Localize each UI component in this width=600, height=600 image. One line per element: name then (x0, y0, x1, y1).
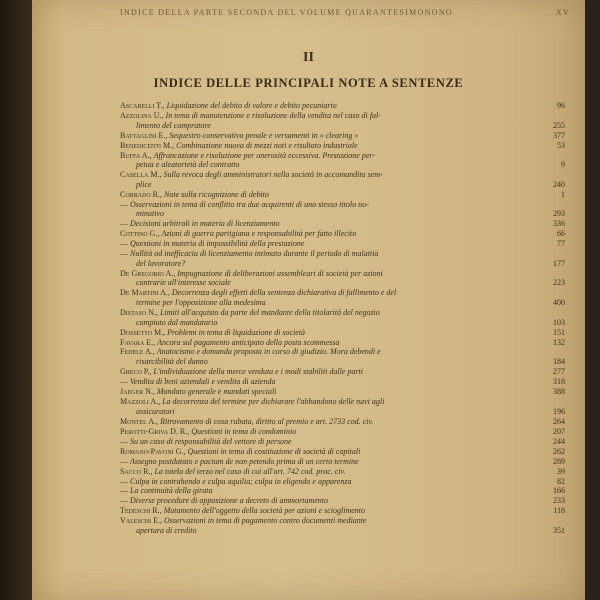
entry-line (120, 387, 565, 397)
entry-author: — (120, 219, 128, 229)
entry-line (120, 190, 565, 200)
entry-page-number: 289 (553, 456, 565, 466)
index-entry (120, 417, 565, 427)
entry-line (120, 496, 565, 506)
entry-author: — (120, 476, 128, 486)
entry-page-number: 118 (553, 506, 565, 516)
entry-line (120, 101, 565, 111)
entry-author: Azzolina U., (120, 110, 164, 120)
entry-author: Tedeschi R., (120, 506, 162, 516)
entry-line (120, 506, 565, 516)
entry-author: — (120, 377, 128, 387)
index-entry (120, 347, 565, 366)
entry-title: Nullità od inefficacia di licenziamento intimato durante il periodo di malattia (130, 249, 379, 259)
entry-line (120, 427, 565, 437)
entry-title: Culpa in contrahendo e culpa aquilia; culpa in eligendo e apparenza (130, 476, 352, 486)
entry-page-number: 277 (553, 367, 565, 377)
entry-title: Vendita di beni aziendali e vendita di azienda (130, 377, 276, 387)
entry-line (120, 141, 565, 151)
entry-title: Anatocismo e domanda proposta in corso di giudizio. Mora debendi e (156, 347, 381, 357)
index-entry (120, 288, 565, 307)
index-entry (120, 141, 565, 151)
entry-title-continued: assicuratori (136, 406, 175, 416)
entry-page-number: 177 (553, 258, 565, 268)
entry-page-number: 1 (561, 189, 565, 199)
entry-line (120, 111, 565, 121)
entry-title: La continuità della girata (130, 486, 213, 496)
entry-title-continued: minativo (136, 209, 164, 219)
entry-author: Favara E., (120, 337, 156, 347)
entry-author: Buffa A., (120, 150, 152, 160)
entry-title: Azioni di guerra partigiana e responsabilità per fatto illecito (161, 229, 357, 239)
entry-line (120, 249, 565, 259)
entry-page-number: 151 (553, 327, 565, 337)
index-entry (120, 367, 565, 377)
index-entry (120, 387, 565, 397)
entry-author: De Gregorio A., (120, 268, 176, 278)
entry-page-number: 53 (557, 140, 565, 150)
entry-line (120, 516, 565, 526)
entry-author: Perotti-Griva D. R., (120, 426, 190, 436)
entry-line (120, 417, 565, 427)
entry-line (120, 308, 565, 318)
entry-page-number: 66 (557, 229, 565, 239)
index-entry (120, 516, 565, 535)
entry-title: Impugnazione di deliberazioni assembleari di società per azioni (177, 268, 383, 278)
header-page-number: XV (555, 8, 570, 17)
entry-page-number: 223 (553, 278, 565, 288)
entry-title: Osservazioni in tema di pagamento contro documenti mediante (164, 516, 367, 526)
entry-author: Montel A., (120, 416, 159, 426)
entry-author: Jaeger N., (120, 387, 155, 397)
index-entry (120, 486, 565, 496)
entry-author: Valeschi E., (120, 516, 162, 526)
entry-line (120, 477, 565, 487)
entry-title-continued: petua e aleatorietà del contratto (136, 160, 240, 170)
entry-title-continued: plice (136, 179, 152, 189)
index-entries (120, 101, 565, 536)
entry-title: Questioni in tema di condominio (191, 426, 297, 436)
running-header (120, 8, 580, 17)
entry-page-number: 166 (553, 486, 565, 496)
entry-title: Osservazioni in tema di conflitto tra due acquirenti di uno stesso titolo no- (130, 199, 369, 209)
entry-author: Cottino G., (120, 229, 160, 239)
entry-line (120, 219, 565, 229)
entry-title: Problemi in tema di liquidazione di società (167, 327, 306, 337)
index-entry (120, 269, 565, 288)
entry-title: Decorrenza degli effetti della sentenza dichiarativa di fallimento e del (171, 288, 397, 298)
document-page (32, 0, 585, 600)
index-entry (120, 190, 565, 200)
index-entry (120, 447, 565, 457)
index-entry (120, 338, 565, 348)
index-entry (120, 219, 565, 229)
entry-line (120, 486, 565, 496)
entry-title-continued: contrarie all'interesse sociale (136, 278, 231, 288)
index-entry (120, 170, 565, 189)
entry-author: Greco P., (120, 367, 152, 377)
index-entry (120, 229, 565, 239)
entry-page-number: 377 (553, 130, 565, 140)
index-entry (120, 308, 565, 327)
entry-line (120, 338, 565, 348)
entry-author: — (120, 199, 128, 209)
entry-page-number: 400 (553, 297, 565, 307)
entry-line (120, 377, 565, 387)
entry-page-number: 264 (553, 416, 565, 426)
section-title: INDICE DELLE PRINCIPALI NOTE A SENTENZE (153, 76, 464, 90)
entry-title: Ritrovamento di cosa rubata, diritto al premio e art. 2733 cod. civ. (160, 416, 374, 426)
index-entry (120, 467, 565, 477)
entry-title: Sulla revoca degli amministratori nella società in accomandita sem- (163, 170, 383, 180)
index-entry (120, 151, 565, 170)
entry-line (120, 328, 565, 338)
entry-author: Benedicenti M., (120, 140, 175, 150)
entry-title: In tema di manutenzione e risoluzione della vendita nel caso di fal- (165, 110, 381, 120)
section-number: II (303, 50, 314, 65)
index-entry (120, 437, 565, 447)
index-entry (120, 249, 565, 268)
entry-author: Distaso N., (120, 307, 159, 317)
entry-line (120, 367, 565, 377)
entry-title-continued: risarcibilità del danno (136, 357, 208, 367)
entry-title: Questioni in tema di costituzione di società di capitali (187, 446, 361, 456)
index-entry (120, 239, 565, 249)
index-entry (120, 111, 565, 130)
entry-title: Questioni in materia di impossibilità della prestazione (130, 239, 305, 249)
running-title: INDICE DELLA PARTE SECONDA DEL VOLUME QUARANTESIMONONO (120, 8, 453, 17)
index-entry (120, 200, 565, 219)
entry-page-number: 244 (553, 436, 565, 446)
index-entry (120, 477, 565, 487)
entry-title: Ancora sul pagamento anticipato della posta scommessa (157, 337, 340, 347)
entry-line (120, 239, 565, 249)
entry-title: Decisioni arbitrali in materia di licenziamento (130, 219, 280, 229)
index-entry (120, 397, 565, 416)
entry-title-continued: compiuto dal mandatario (136, 317, 218, 327)
index-entry (120, 101, 565, 111)
index-entry (120, 131, 565, 141)
entry-author: — (120, 486, 128, 496)
entry-title: Note sulla ricognizione di debito (164, 189, 269, 199)
entry-line (120, 229, 565, 239)
entry-page-number: 184 (553, 357, 565, 367)
entry-author: Battaglini E., (120, 130, 168, 140)
entry-title: Mandato generale e mandati speciali (156, 387, 277, 397)
entry-author: — (120, 239, 128, 249)
entry-page-number: 293 (553, 209, 565, 219)
entry-page-number: 318 (553, 377, 565, 387)
entry-title: L'individuazione della merce venduta e i modi stabiliti dalle parti (153, 367, 363, 377)
entry-page-number: 196 (553, 406, 565, 416)
entry-author: De Martini A., (120, 288, 170, 298)
background-dark-edge (0, 0, 32, 600)
entry-author: Corrado R., (120, 189, 163, 199)
index-entry (120, 457, 565, 467)
entry-author: — (120, 249, 128, 259)
entry-author: Mazzoli A., (120, 397, 161, 407)
entry-page-number: 388 (553, 387, 565, 397)
entry-author: — (120, 436, 128, 446)
entry-title-continued: apertura di credito (136, 526, 197, 536)
entry-page-number: 336 (553, 219, 565, 229)
entry-title: Liquidazione del debito di valore e debito pecuniario (166, 101, 337, 110)
entry-author: Fedele A., (120, 347, 155, 357)
entry-title-continued: termine per l'opposizione alla medesima (136, 297, 266, 307)
entry-title: Affrancazione e risoluzione per onerosità eccessiva. Prestazione per- (153, 150, 376, 160)
entry-title: Mutamento dell'oggetto della società per azioni e scioglimento (163, 506, 366, 516)
entry-author: Casella M., (120, 170, 162, 180)
entry-page-number: 132 (553, 337, 565, 347)
entry-line (120, 200, 565, 210)
entry-page-number: 9 (561, 160, 565, 170)
entry-title: Sequestro conservativo penale e versamenti in « clearing » (169, 130, 359, 140)
entry-line (120, 457, 565, 467)
entry-page-number: 82 (557, 476, 565, 486)
entry-line (120, 447, 565, 457)
entry-line (120, 347, 565, 357)
entry-author: — (120, 456, 128, 466)
index-entry (120, 377, 565, 387)
entry-title: La tutela del terzo nel caso di cui all'art. 742 cod. proc. civ. (154, 466, 346, 476)
entry-line (120, 131, 565, 141)
entry-line (120, 437, 565, 447)
entry-line (120, 269, 565, 279)
index-entry (120, 496, 565, 506)
entry-page-number: 240 (553, 179, 565, 189)
entry-page-number: 103 (553, 317, 565, 327)
entry-author: Ascarelli T., (120, 101, 165, 110)
entry-line (120, 467, 565, 477)
entry-title: Limiti all'acquisto da parte del mandante della titolarità del negozio (160, 307, 380, 317)
entry-author: Sacco R., (120, 466, 153, 476)
entry-line (120, 397, 565, 407)
entry-line (120, 151, 565, 161)
entry-title: La decorrenza del termine per dichiarare l'abbandono delle navi agli (162, 397, 385, 407)
entry-page-number: 351 (553, 526, 565, 536)
entry-title: Su un caso di responsabilità del vettore di persone (130, 436, 292, 446)
entry-page-number: 77 (557, 239, 565, 249)
entry-title-continued: limento del compratore (136, 120, 211, 130)
entry-page-number: 207 (553, 426, 565, 436)
entry-author: Dossetto M., (120, 327, 166, 337)
entry-author: Romano-Pavoni G., (120, 446, 186, 456)
index-entry (120, 427, 565, 437)
entry-author: — (120, 496, 128, 506)
entry-title: Diverse procedure di opposizione a decreto di ammortamento (130, 496, 328, 506)
entry-title: Assegno postdatato e pactum de non petendo prima di un certo termine (130, 456, 359, 466)
entry-page-number: 255 (553, 120, 565, 130)
entry-line (120, 288, 565, 298)
index-entry (120, 328, 565, 338)
entry-title: Combinazione nuova di mezzi noti e risultato industriale (176, 140, 358, 150)
entry-page-number: 96 (557, 101, 565, 110)
entry-line (120, 170, 565, 180)
index-entry (120, 506, 565, 516)
entry-page-number: 233 (553, 496, 565, 506)
entry-page-number: 39 (557, 466, 565, 476)
entry-title-continued: del lavoratore? (136, 258, 186, 268)
entry-page-number: 262 (553, 446, 565, 456)
